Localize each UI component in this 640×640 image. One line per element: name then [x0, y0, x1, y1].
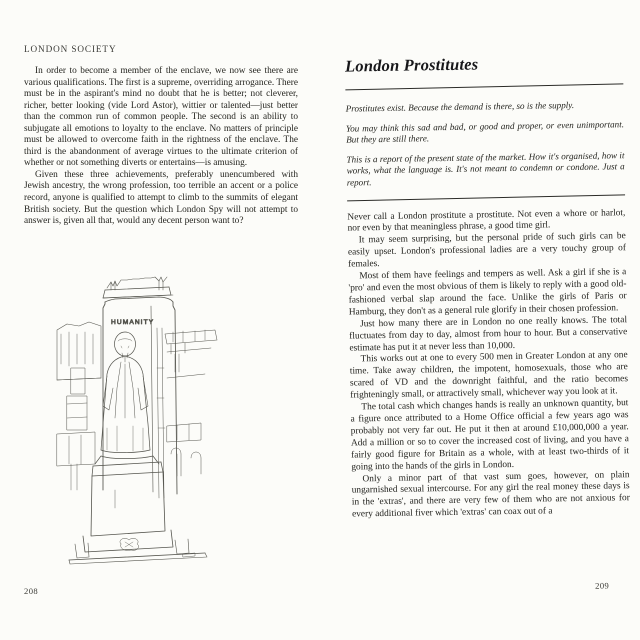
paragraph: The total cash which changes hands is really an unknown quantity, but a figure once attributed to a Home Office official a few years ago was probably not very far out. He put it then at around £10,000,000 a year. Add a million or so to cover the increased cost of living, and you have a fairly good figure for Britain as a whole, with at least two-thirds of it going into the hands of the girls in London. — [350, 398, 630, 473]
page-number-left: 208 — [24, 586, 39, 596]
paragraph: Given these three achievements, preferably unencumbered with Jewish ancestry, the wrong profession, too terrible an accent or a police record, anyone is qualified to attempt to climb to the summits of elegant British society. But the question which London Spy will not attempt to answer is, given all that, would any decent person want to? — [24, 169, 298, 227]
paragraph: Only a minor part of that vast sum goes, however, on plain ungarnished sexual intercourse. For any girl the real money these days is in the 'extras', and there are very few of them who are not anxious for every additional fiver which 'extras' can coax out of a — [351, 469, 630, 520]
statue-drawing-svg — [55, 268, 290, 568]
paragraph: Just how many there are in London no one really knows. The total fluctuates from day to day, almost from hour to hour. But a conservative estimate has put it at never less than 10,000. — [349, 314, 628, 354]
intro-block — [346, 99, 625, 189]
running-head-left: LONDON SOCIETY — [24, 44, 117, 54]
chapter-title: London Prostitutes — [344, 54, 479, 76]
right-page — [320, 0, 640, 640]
illustration-humanity-statue — [55, 268, 290, 568]
paragraph: Most of them have feelings and tempers as well. Ask a girl if she is a 'pro' and even the most obvious of them is likely to reply with a good old-fashioned verbal slap around the face. Unlike the girls of Paris or Hamburg, they don't as a general rule glorify in their chosen profession. — [348, 267, 627, 318]
paragraph: This works out at one to every 500 men in Greater London at any one time. Take away children, the impotent, homosexuals, those who are scared of VD and the downright faithful, and the ratio becomes frighteningly small, or attractively small, whichever way you look at it. — [349, 350, 629, 401]
right-page-text-block — [345, 52, 630, 521]
paragraph: Never call a London prostitute a prostitute. Not even a whore or harlot, nor even by that meaningless phrase, a good time girl. — [347, 207, 626, 235]
right-page-skew-layer — [316, 0, 640, 640]
page-number-right: 209 — [595, 580, 610, 591]
left-body-text — [24, 66, 298, 228]
title-rule — [345, 83, 623, 90]
intro-paragraph: This is a report of the present state of the market. How it's organised, how it works, what the language is. It's not meant to condemn or condone. Just a report. — [346, 149, 625, 188]
right-body-text — [347, 208, 630, 522]
paragraph: In order to become a member of the enclave, we now see there are various qualifications. The first is a supreme, overriding arrogance. There must be in the aspirant's mind no doubt that he is better; not cleverer, richer, better looking (vide Lord Astor), wittier or talented—just better than the common run of common people. The second is an ability to subjugate all emotions to loyalty to the enclave. No matters of principle must be allowed to overcome faith in the rightness of the enclave. The third is the abandonment of average virtues to the ultimate criterion of whether or not something diverts or entertains—is amusing. — [24, 66, 298, 169]
intro-paragraph: Prostitutes exist. Because the demand is there, so is the supply. — [345, 99, 575, 114]
intro-rule — [347, 194, 625, 201]
statue-inscription-text: HUMANITY — [111, 319, 155, 326]
paragraph: It may seem surprising, but the personal pride of such girls can be easily upset. London's professional ladies are a very touchy group of females. — [347, 231, 626, 270]
intro-paragraph: You may think this sad and bad, or good and proper, or even unimportant. But they are still there. — [345, 118, 625, 145]
left-page-text-block — [24, 44, 298, 228]
